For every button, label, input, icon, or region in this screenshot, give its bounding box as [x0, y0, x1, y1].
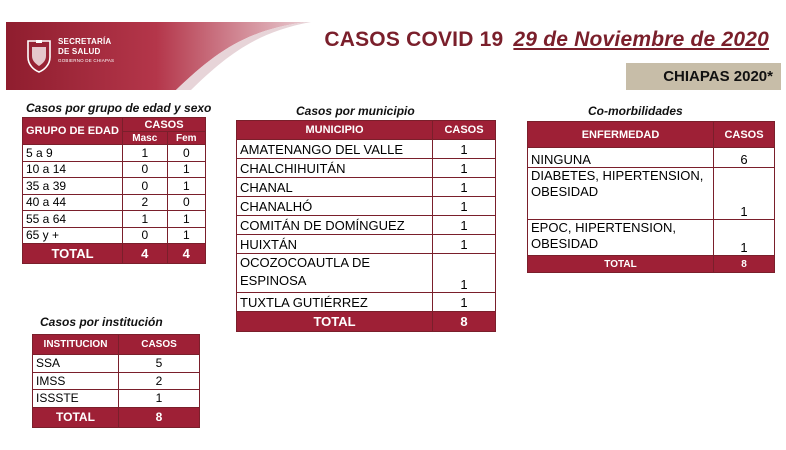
- mun-name: CHANALHÓ: [237, 197, 433, 216]
- title-text: CASOS COVID 19: [324, 28, 504, 51]
- table-row: [237, 254, 496, 293]
- mun-name: TUXTLA GUTIÉRREZ: [237, 293, 433, 312]
- table-row: [237, 216, 496, 235]
- mun-name: HUIXTÁN: [237, 235, 433, 254]
- edad-col-group: GRUPO DE EDAD: [23, 118, 123, 145]
- edad-section-title: Casos por grupo de edad y sexo: [26, 101, 212, 115]
- inst-casos: 5: [119, 355, 200, 373]
- mun-casos: 1: [433, 159, 496, 178]
- com-total: 8: [714, 256, 775, 273]
- inst-total: 8: [119, 407, 200, 427]
- table-row: [237, 140, 496, 159]
- table-row: [237, 178, 496, 197]
- table-row: [528, 168, 775, 220]
- com-total-row: [528, 256, 775, 273]
- edad-grupo: 10 a 14: [23, 161, 123, 178]
- com-name: EPOC, HIPERTENSION, OBESIDAD: [528, 220, 714, 256]
- table-row: [237, 159, 496, 178]
- institucion-table: [32, 334, 200, 428]
- municipio-table: [236, 120, 496, 332]
- institucion-section-title: Casos por institución: [40, 315, 163, 329]
- page-subtitle: CHIAPAS 2020*: [663, 68, 773, 85]
- edad-fem: 1: [167, 161, 205, 178]
- mun-casos: 1: [433, 140, 496, 159]
- inst-casos: 2: [119, 372, 200, 390]
- logo-line1: SECRETARÍA: [58, 37, 112, 46]
- edad-fem: 1: [167, 178, 205, 195]
- table-row: [33, 372, 200, 390]
- inst-col-name: INSTITUCION: [33, 335, 119, 355]
- com-name: DIABETES, HIPERTENSION, OBESIDAD: [528, 168, 714, 220]
- table-row: [237, 235, 496, 254]
- edad-total-label: TOTAL: [23, 244, 123, 264]
- table-row: [33, 390, 200, 408]
- page-title: [324, 28, 769, 52]
- edad-total-masc: 4: [123, 244, 168, 264]
- com-casos: 1: [714, 168, 775, 220]
- table-row: [23, 178, 206, 195]
- com-col-casos: CASOS: [714, 122, 775, 148]
- title-date: 29 de Noviembre de 2020: [513, 28, 769, 51]
- edad-grupo: 65 y +: [23, 227, 123, 244]
- inst-name: ISSSTE: [33, 390, 119, 408]
- inst-casos: 1: [119, 390, 200, 408]
- edad-masc: 0: [123, 178, 168, 195]
- edad-total-row: [23, 244, 206, 264]
- inst-total-label: TOTAL: [33, 407, 119, 427]
- edad-fem: 0: [167, 194, 205, 211]
- edad-masc: 0: [123, 161, 168, 178]
- table-row: [23, 211, 206, 228]
- mun-total-row: [237, 312, 496, 332]
- secretaria-salud-logo: [24, 33, 134, 79]
- header-banner: [6, 22, 781, 90]
- mun-casos: 1: [433, 216, 496, 235]
- mun-total-label: TOTAL: [237, 312, 433, 332]
- edad-masc: 1: [123, 211, 168, 228]
- table-row: [33, 355, 200, 373]
- edad-col-fem: Fem: [167, 132, 205, 145]
- mun-total: 8: [433, 312, 496, 332]
- edad-col-casos: CASOS: [123, 118, 206, 132]
- table-row: [23, 194, 206, 211]
- edad-fem: 1: [167, 227, 205, 244]
- com-name: NINGUNA: [528, 148, 714, 168]
- edad-grupo: 35 a 39: [23, 178, 123, 195]
- edad-total-fem: 4: [167, 244, 205, 264]
- inst-name: SSA: [33, 355, 119, 373]
- table-row: [23, 161, 206, 178]
- logo-line3: GOBIERNO DE CHIAPAS: [58, 58, 115, 63]
- edad-fem: 0: [167, 145, 205, 162]
- mun-name: AMATENANGO DEL VALLE: [237, 140, 433, 159]
- edad-grupo: 40 a 44: [23, 194, 123, 211]
- mun-name: OCOZOCOAUTLA DE ESPINOSA: [237, 254, 433, 293]
- comorbilidades-table: [527, 121, 775, 273]
- mun-casos: 1: [433, 235, 496, 254]
- table-row: [528, 148, 775, 168]
- mun-name: CHANAL: [237, 178, 433, 197]
- mun-casos: 1: [433, 178, 496, 197]
- mun-col-name: MUNICIPIO: [237, 121, 433, 140]
- inst-total-row: [33, 407, 200, 427]
- mun-name: COMITÁN DE DOMÍNGUEZ: [237, 216, 433, 235]
- shield-icon: [26, 39, 52, 73]
- mun-col-casos: CASOS: [433, 121, 496, 140]
- mun-name: CHALCHIHUITÁN: [237, 159, 433, 178]
- com-casos: 1: [714, 220, 775, 256]
- edad-fem: 1: [167, 211, 205, 228]
- com-casos: 6: [714, 148, 775, 168]
- edad-col-masc: Masc: [123, 132, 168, 145]
- edad-grupo: 55 a 64: [23, 211, 123, 228]
- edad-masc: 2: [123, 194, 168, 211]
- edad-table: [22, 117, 206, 264]
- mun-casos: 1: [433, 254, 496, 293]
- logo-line2: DE SALUD: [58, 47, 101, 56]
- table-row: [528, 220, 775, 256]
- municipio-section-title: Casos por municipio: [296, 104, 415, 118]
- inst-name: IMSS: [33, 372, 119, 390]
- edad-masc: 0: [123, 227, 168, 244]
- table-row: [23, 145, 206, 162]
- table-row: [237, 293, 496, 312]
- table-row: [23, 227, 206, 244]
- logo-text: [58, 37, 114, 64]
- mun-casos: 1: [433, 293, 496, 312]
- comorbilidades-section-title: Co-morbilidades: [588, 104, 683, 118]
- com-col-name: ENFERMEDAD: [528, 122, 714, 148]
- mun-casos: 1: [433, 197, 496, 216]
- edad-masc: 1: [123, 145, 168, 162]
- table-row: [237, 197, 496, 216]
- edad-grupo: 5 a 9: [23, 145, 123, 162]
- com-total-label: TOTAL: [528, 256, 714, 273]
- inst-col-casos: CASOS: [119, 335, 200, 355]
